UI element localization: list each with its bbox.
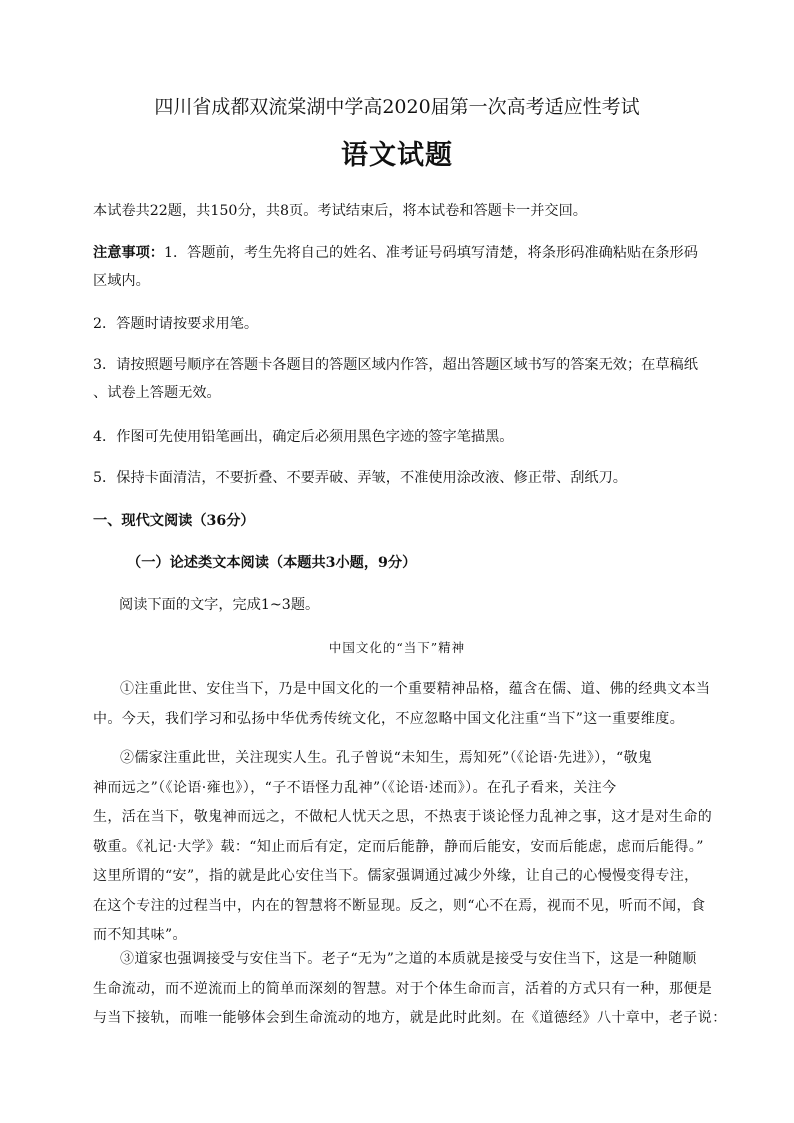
- paragraph-line: 神而远之”（《论语·雍也》），“子不语怪力乱神”（《论语·述而》）。在孔子看来，关注今: [93, 779, 617, 796]
- article-title: 中国文化的“当下”精神: [328, 640, 466, 655]
- paragraph-line: 而不知其味”。: [93, 927, 187, 943]
- paragraph-line: 中。今天，我们学习和弘扬中华优秀传统文化，不应忽略中国文化注重“当下”这一重要维度。: [93, 710, 685, 727]
- intro-text: 本试卷共22题，共150分，共8页。考试结束后，将本试卷和答题卡一并交回。: [93, 203, 587, 219]
- notice-item-2: 2．答题时请按要求用笔。: [93, 316, 259, 332]
- paragraph-line: 敬重。《礼记·大学》载：“知止而后有定，定而后能静，静而后能安，安而后能虑，虑而后能得。”: [93, 838, 704, 855]
- article-paragraph-2: [93, 744, 713, 951]
- notice-item-3-line-1: 3．请按照题号顺序在答题卡各题目的答题区域内作答，超出答题区域书写的答案无效；在草稿纸: [93, 357, 698, 373]
- section-heading: 一、现代文阅读（36分）: [93, 513, 255, 529]
- subject-title: 语文试题: [341, 140, 453, 171]
- paragraph-line: 与当下接轨，而唯一能够体会到生命流动的地方，就是此时此刻。在《道德经》八十章中，老子说：: [93, 1010, 727, 1026]
- paragraph-line: 在这个专注的过程当中，内在的智慧将不断显现。反之，则“心不在焉，视而不见，听而不闻，食: [93, 897, 706, 914]
- paragraph-line: ②儒家注重此世，关注现实人生。孔子曾说“未知生，焉知死”（《论语·先进》），“敬鬼: [120, 750, 653, 766]
- section-subheading: （一）论述类文本阅读（本题共3小题，9分）: [127, 555, 417, 571]
- paragraph-line: ③道家也强调接受与安住当下。老子“无为”之道的本质就是接受与安住当下，这是一种随顺: [120, 951, 697, 967]
- notice-item-3-line-2: 、试卷上答题无效。: [93, 385, 221, 401]
- paragraph-line: 生，活在当下，敬鬼神而远之，不做杞人忧天之思，不热衷于谈论怪力乱神之事，这才是对生命的: [93, 809, 713, 825]
- notice-item-1-line-1: 1．答题前，考生先将自己的姓名、准考证号码填写清楚，将条形码准确粘贴在条形码: [163, 245, 698, 261]
- article-paragraph-3: [93, 945, 727, 1034]
- article-paragraph-1: [93, 675, 709, 734]
- notice-label: 注意事项：: [93, 245, 164, 261]
- paragraph-line: ①注重此世、安住当下，乃是中国文化的一个重要精神品格，蕴含在儒、道、佛的经典文本当: [120, 681, 711, 697]
- paragraph-line: 这里所谓的“安”，指的就是此心安住当下。儒家强调通过减少外缘，让自己的心慢慢变得专注，: [93, 868, 699, 884]
- reading-prompt: 阅读下面的文字，完成1~3题。: [119, 597, 320, 613]
- notice-item-5: 5．保持卡面清洁，不要折叠、不要弄破、弄皱，不准使用涂改液、修正带、刮纸刀。: [93, 470, 627, 486]
- exam-title: 四川省成都双流棠湖中学高2020届第一次高考适应性考试: [154, 96, 640, 118]
- notice-item-1-line-2: 区域内。: [93, 273, 150, 289]
- notice-item-4: 4．作图可先使用铅笔画出，确定后必须用黑色字迹的签字笔描黑。: [93, 429, 514, 445]
- paragraph-line: 生命流动，而不逆流而上的简单而深刻的智慧。对于个体生命而言，活着的方式只有一种，那便是: [93, 980, 713, 997]
- notice-item-1: [93, 243, 713, 263]
